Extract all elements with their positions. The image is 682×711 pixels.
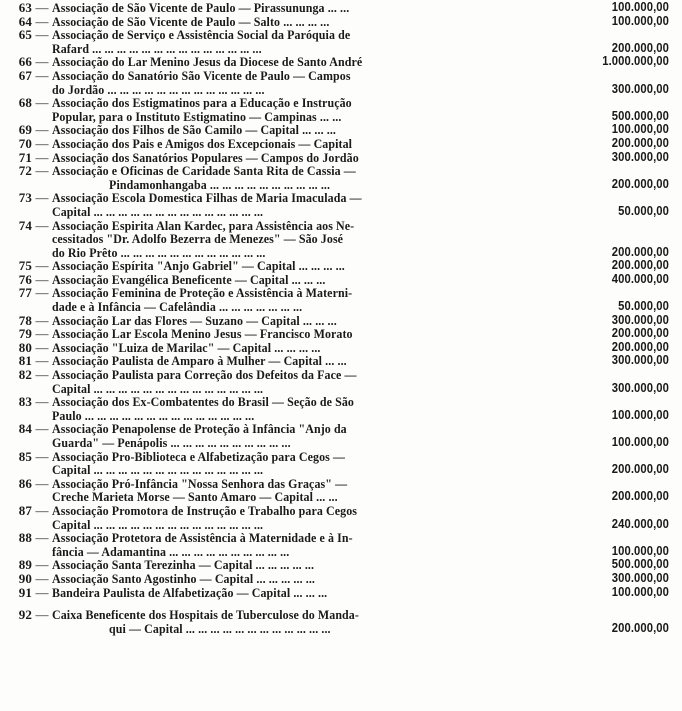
item-amount: 100.000,00 (611, 0, 669, 14)
item-number: 69 (18, 122, 32, 138)
item-dash-separator: — (35, 13, 49, 29)
list-item (6, 191, 676, 218)
item-description-line: Associação do Lar Menino Jesus da Diocese de Santo André (52, 54, 363, 70)
item-description (52, 531, 517, 558)
item-dash-separator: — (35, 607, 49, 623)
item-dash-separator: — (35, 0, 49, 15)
item-description-line: Associação Santo Agostinho — Capital ... ... ... ... ... (52, 570, 315, 586)
item-description-line: Rafard ... ... ... ... ... ... ... ... ... ... ... ... ... ... (52, 40, 262, 56)
item-amount: 100.000,00 (611, 435, 669, 449)
item-dash-separator: — (35, 475, 49, 491)
item-description (52, 259, 517, 273)
item-dash-separator: — (35, 421, 49, 437)
item-number: 82 (18, 367, 32, 383)
item-description (52, 608, 517, 635)
item-description (52, 354, 517, 368)
item-description-line: Associação e Oficinas de Caridade Santa Rita de Cassia — (52, 163, 356, 179)
list-item (6, 395, 676, 422)
item-amount: 100.000,00 (611, 13, 669, 28)
item-description-line: Caixa Beneficente dos Hospitais de Tuberculose do Manda- (52, 607, 359, 623)
item-number: 71 (18, 149, 32, 165)
item-amount: 300.000,00 (611, 570, 669, 585)
list-item (6, 259, 676, 273)
item-dash-separator: — (35, 339, 49, 355)
list-item (6, 164, 676, 191)
item-amount: 200.000,00 (611, 176, 669, 191)
item-description-line: Associação do Sanatório São Vicente de Paulo — Campos (52, 67, 351, 83)
item-description-line: Associação Lar das Flores — Suzano — Capital ... ... ... (52, 312, 337, 328)
item-number: 63 (18, 0, 32, 15)
item-description-line: Associação Evangélica Beneficente — Capital ... ... ... (52, 271, 326, 287)
item-description-line: Associação Feminina de Proteção e Assistência à Materni- (52, 285, 353, 301)
item-number: 79 (18, 326, 32, 342)
list-item (6, 69, 676, 96)
item-number: 92 (18, 607, 32, 623)
list-item (6, 286, 676, 313)
item-amount: 300.000,00 (611, 353, 669, 368)
item-amount: 200.000,00 (611, 326, 669, 341)
item-dash-separator: — (35, 271, 49, 287)
item-amount: 300.000,00 (611, 312, 669, 327)
item-number: 64 (18, 13, 32, 29)
item-description (52, 477, 517, 504)
list-item (6, 273, 676, 287)
item-description (52, 341, 517, 355)
item-number: 66 (18, 54, 32, 70)
item-description (52, 450, 517, 477)
item-number: 72 (18, 163, 32, 179)
list-item (6, 354, 676, 368)
item-number: 80 (18, 339, 32, 355)
list-item (6, 586, 676, 600)
item-description-line: Associação Promotora de Instrução e Trabalho para Cegos (52, 502, 358, 518)
list-item (6, 28, 676, 55)
list-item (6, 1, 676, 15)
item-description-line: Associação dos Pais e Amigos dos Excepcionais — Capital (52, 135, 353, 151)
item-number: 87 (18, 502, 32, 518)
item-description-line: Associação Paulista para Correção dos Defeitos da Face — (52, 367, 357, 383)
list-item (6, 314, 676, 328)
item-number: 76 (18, 271, 32, 287)
item-amount: 300.000,00 (611, 149, 669, 164)
item-amount: 300.000,00 (611, 81, 669, 96)
item-number: 83 (18, 394, 32, 410)
item-description-line: Associação Espírita "Anjo Gabriel" — Capital ... ... ... ... (52, 258, 345, 274)
item-description (52, 327, 517, 341)
item-description-line: Associação Pró-Infância "Nossa Senhora das Graças" — (52, 475, 348, 491)
item-description-line: Capital ... ... ... ... ... ... ... ... ... ... ... ... ... ... (52, 203, 264, 219)
item-description-line: Associação Protetora de Assistência à Maternidade e à In- (52, 530, 353, 546)
item-description (52, 273, 517, 287)
item-description-line: Capital ... ... ... ... ... ... ... ... ... ... ... ... ... ... (52, 516, 264, 532)
item-description (52, 422, 517, 449)
item-description-line: Associação Escola Domestica Filhas de Maria Imaculada — (52, 190, 362, 206)
item-description (52, 368, 517, 395)
item-number: 85 (18, 448, 32, 464)
item-description-line: Associação de São Vicente de Paulo — Salto ... ... ... ... (52, 13, 330, 29)
item-dash-separator: — (35, 149, 49, 165)
list-item (6, 558, 676, 572)
item-number: 74 (18, 217, 32, 233)
item-description (52, 504, 517, 531)
item-number: 70 (18, 135, 32, 151)
list-item (6, 477, 676, 504)
item-number: 65 (18, 27, 32, 43)
item-description (52, 219, 517, 260)
item-number: 73 (18, 190, 32, 206)
item-description (52, 586, 517, 600)
item-dash-separator: — (35, 557, 49, 573)
list-item (6, 327, 676, 341)
item-description-line: Associação Paulista de Amparo à Mulher — Capital ... ... (52, 353, 347, 369)
list-item (6, 341, 676, 355)
item-dash-separator: — (35, 190, 49, 206)
item-amount: 200.000,00 (611, 462, 669, 477)
item-dash-separator: — (35, 326, 49, 342)
item-description-line: Bandeira Paulista de Alfabetização — Capital ... ... ... (52, 584, 328, 600)
item-description (52, 572, 517, 586)
item-dash-separator: — (35, 570, 49, 586)
item-description (52, 151, 517, 165)
item-description-line: qui — Capital ... ... ... ... ... ... ... ... ... ... ... ... (109, 620, 331, 636)
item-description (52, 137, 517, 151)
item-description-line: Associação Penapolense de Proteção à Infância "Anjo da (52, 421, 347, 437)
item-number: 84 (18, 421, 32, 437)
association-list (6, 1, 676, 635)
item-description (52, 191, 517, 218)
item-number: 91 (18, 584, 32, 600)
item-description-line: do Jordão ... ... ... ... ... ... ... ... ... ... ... ... ... (52, 81, 265, 97)
list-item (6, 137, 676, 151)
item-dash-separator: — (35, 448, 49, 464)
item-dash-separator: — (35, 217, 49, 233)
item-amount: 100.000,00 (611, 407, 669, 422)
item-amount: 200.000,00 (611, 620, 669, 635)
item-description-line: Paulo ... ... ... ... ... ... ... ... ... ... ... ... ... ... (52, 407, 255, 423)
item-description (52, 558, 517, 572)
item-amount: 200.000,00 (611, 244, 669, 259)
item-amount: 400.000,00 (611, 271, 669, 286)
item-description-line: Associação Pro-Biblioteca e Alfabetização para Cegos — (52, 448, 346, 464)
item-amount: 500.000,00 (611, 557, 669, 572)
item-dash-separator: — (35, 67, 49, 83)
item-description-line: Pindamonhangaba ... ... ... ... ... ... ... ... ... ... (109, 176, 331, 192)
item-description (52, 123, 517, 137)
item-dash-separator: — (35, 122, 49, 138)
list-item (6, 368, 676, 395)
item-dash-separator: — (35, 27, 49, 43)
list-item (6, 55, 676, 69)
item-dash-separator: — (35, 54, 49, 70)
item-description-line: Associação de Serviço e Assistência Social da Paróquia de (52, 27, 351, 43)
list-item (6, 151, 676, 165)
item-dash-separator: — (35, 394, 49, 410)
item-dash-separator: — (35, 95, 49, 111)
item-description (52, 55, 517, 69)
item-amount: 50.000,00 (618, 299, 669, 314)
item-number: 90 (18, 570, 32, 586)
item-dash-separator: — (35, 163, 49, 179)
item-amount: 100.000,00 (611, 543, 669, 558)
item-description-line: Associação dos Estigmatinos para a Educação e Instrução (52, 95, 352, 111)
item-description-line: Capital ... ... ... ... ... ... ... ... ... ... ... ... ... ... (52, 462, 264, 478)
item-amount: 240.000,00 (611, 516, 669, 531)
list-item (6, 450, 676, 477)
item-dash-separator: — (35, 584, 49, 600)
item-amount: 300.000,00 (611, 380, 669, 395)
item-description-line: Associação Santa Terezinha — Capital ... ... ... ... ... (52, 557, 315, 573)
list-item (6, 608, 676, 635)
item-amount: 1.000.000,00 (602, 54, 669, 69)
item-description-line: Associação dos Sanatórios Populares — Campos do Jordão (52, 149, 359, 165)
item-description (52, 28, 517, 55)
item-number: 75 (18, 258, 32, 274)
item-dash-separator: — (35, 353, 49, 369)
item-dash-separator: — (35, 312, 49, 328)
item-description-line: Capital ... ... ... ... ... ... ... ... ... ... ... ... ... ... (52, 380, 264, 396)
item-amount: 200.000,00 (611, 40, 669, 55)
list-item (6, 96, 676, 123)
item-number: 88 (18, 530, 32, 546)
item-dash-separator: — (35, 135, 49, 151)
item-amount: 200.000,00 (611, 135, 669, 150)
item-dash-separator: — (35, 258, 49, 274)
item-description (52, 164, 517, 191)
item-description-line: do Rio Prêto ... ... ... ... ... ... ... ... ... ... ... ... (52, 244, 266, 260)
list-item (6, 15, 676, 29)
item-number: 86 (18, 475, 32, 491)
item-number: 81 (18, 353, 32, 369)
item-description-line: cessitados "Dr. Adolfo Bezerra de Menezes" — São José (52, 231, 344, 247)
list-item (6, 422, 676, 449)
item-number: 78 (18, 312, 32, 328)
item-amount: 200.000,00 (611, 258, 669, 273)
item-description-line: Associação "Luiza de Marilac" — Capital ... ... ... ... (52, 339, 321, 355)
item-amount: 500.000,00 (611, 108, 669, 123)
item-description (52, 395, 517, 422)
list-item (6, 572, 676, 586)
item-description (52, 286, 517, 313)
item-amount: 100.000,00 (611, 122, 669, 137)
item-description (52, 15, 517, 29)
item-description (52, 96, 517, 123)
item-description (52, 69, 517, 96)
item-number: 89 (18, 557, 32, 573)
item-dash-separator: — (35, 530, 49, 546)
item-dash-separator: — (35, 502, 49, 518)
item-description-line: Popular, para o Instituto Estigmatino — Campinas ... ... (52, 108, 342, 124)
item-description-line: fância — Adamantina ... ... ... ... ... ... ... ... ... ... (52, 543, 290, 559)
item-description-line: Associação Espirita Alan Kardec, para Assistência aos Ne- (52, 217, 355, 233)
item-amount: 200.000,00 (611, 339, 669, 354)
item-description-line: Guarda" — Penápolis ... ... ... ... ... ... ... ... ... ... (52, 435, 291, 450)
item-number: 68 (18, 95, 32, 111)
item-number: 77 (18, 285, 32, 301)
item-description-line: Associação dos Filhos de São Camilo — Capital ... ... ... (52, 122, 337, 138)
item-description-line: dade e à Infância — Cafelândia ... ... ... ... ... ... ... (52, 299, 303, 315)
list-item (6, 123, 676, 137)
item-description-line: Associação de São Vicente de Paulo — Pirassununga ... ... (52, 0, 350, 15)
item-description-line: Creche Marieta Morse — Santo Amaro — Capital ... ... (52, 489, 338, 505)
item-amount: 200.000,00 (611, 489, 669, 504)
item-number: 67 (18, 67, 32, 83)
item-description (52, 1, 517, 15)
list-item (6, 504, 676, 531)
item-amount: 50.000,00 (618, 203, 669, 218)
item-description-line: Associação Lar Escola Menino Jesus — Francisco Morato (52, 326, 353, 342)
list-item (6, 531, 676, 558)
item-dash-separator: — (35, 367, 49, 383)
list-item (6, 219, 676, 260)
item-description-line: Associação dos Ex-Combatentes do Brasil — Seção de São (52, 394, 354, 410)
item-dash-separator: — (35, 285, 49, 301)
item-description (52, 314, 517, 328)
item-amount: 100.000,00 (611, 584, 669, 599)
